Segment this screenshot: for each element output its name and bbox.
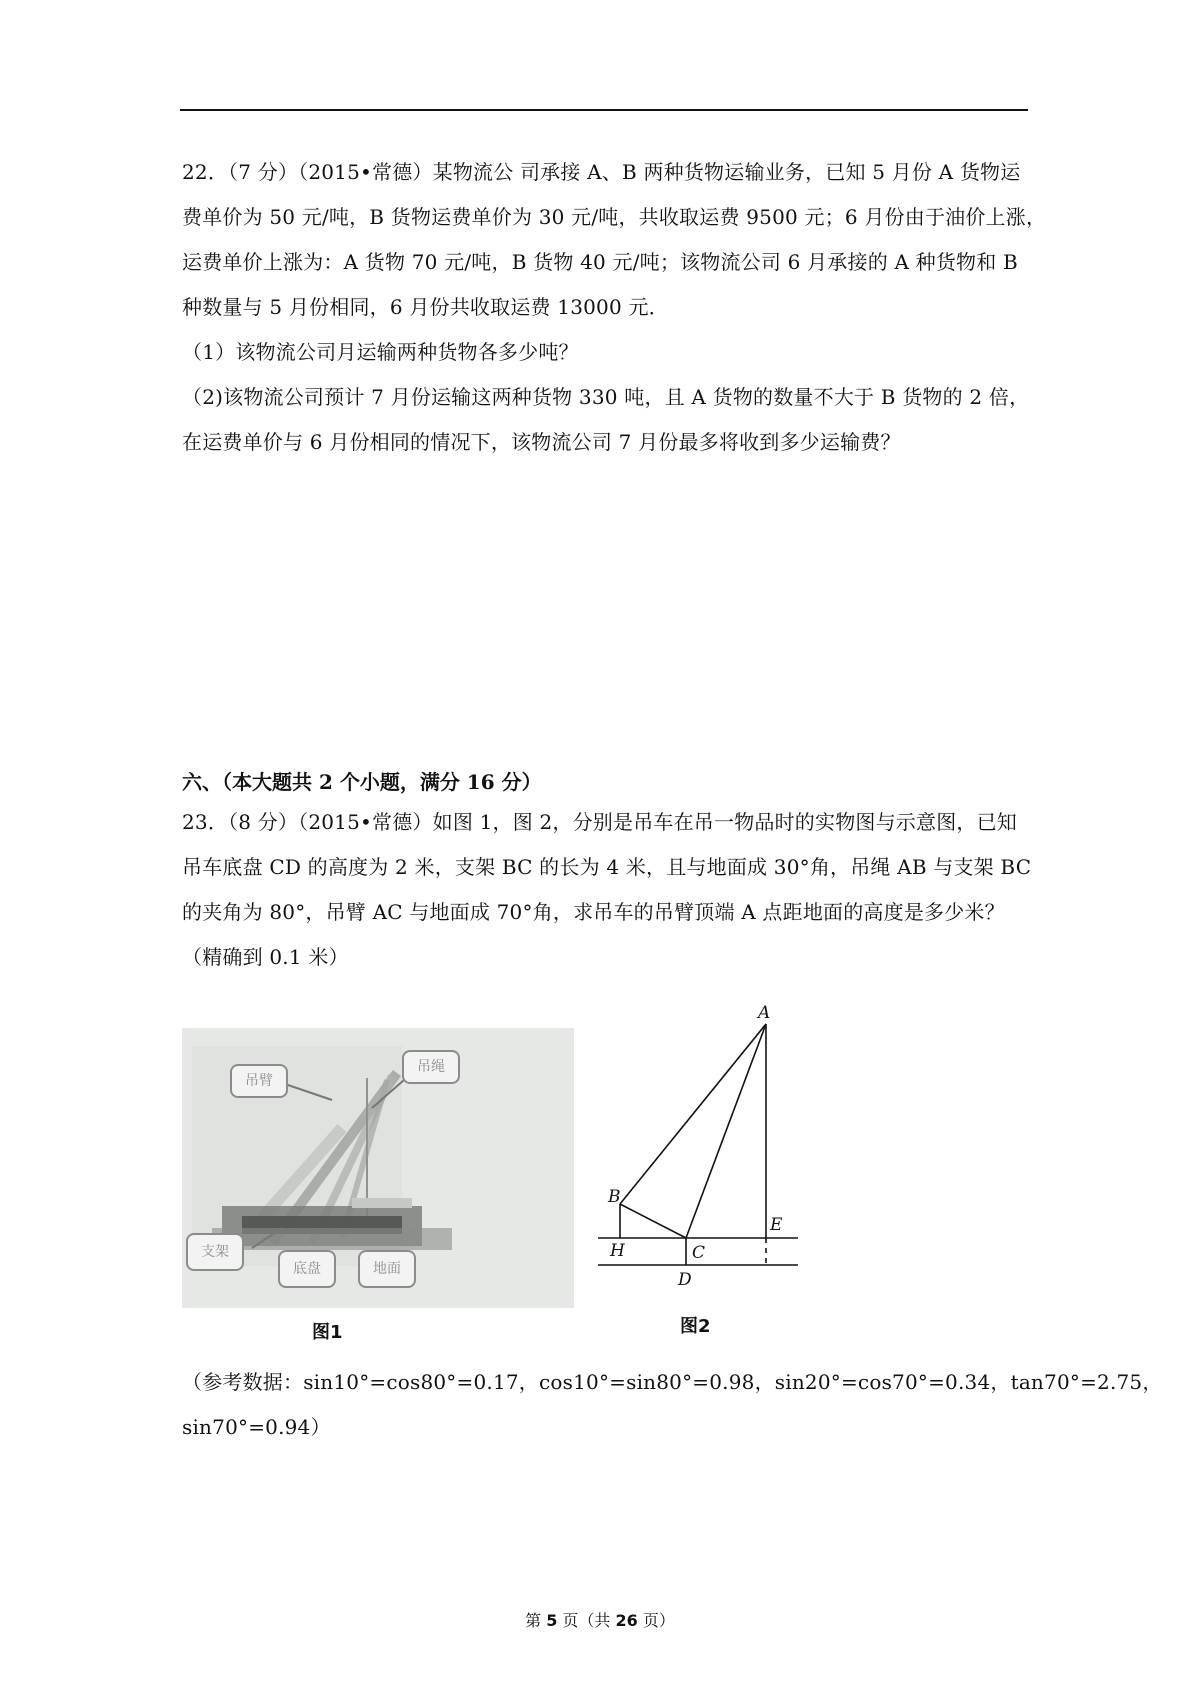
callout-chassis-label: 底盘	[293, 1261, 321, 1277]
reference-data-line: （参考数据：sin10°=cos80°=0.17，cos10°=sin80°=0.98，sin20°=cos70°=0.34，tan70°=2.75，	[182, 1370, 1163, 1394]
reference-data-line: sin70°=0.94）	[182, 1415, 331, 1439]
reference-data	[182, 1360, 1163, 1450]
footer-middle: 页（共	[557, 1611, 616, 1630]
question-22-line: 在运费单价与 6 月份相同的情况下，该物流公司 7 月份最多将收到多少运输费？	[182, 430, 901, 454]
question-22-line: 22．（7 分）（2015•常德）某物流公 司承接 A、B 两种货物运输业务，已知 5 月份 A 货物运	[182, 160, 1021, 184]
question-23-line: 的夹角为 80°，吊臂 AC 与地面成 70°角，求吊车的吊臂顶端 A 点距地面的高度是多少米？	[182, 900, 1005, 924]
callout-boom	[230, 1064, 288, 1098]
footer-suffix: 页）	[637, 1611, 675, 1630]
question-22-line: 种数量与 5 月份相同，6 月份共收取运费 13000 元．	[182, 295, 669, 319]
callout-support-label: 支架	[201, 1244, 229, 1260]
question-22-part-1: （1）该物流公司月运输两种货物各多少吨？	[182, 340, 579, 364]
footer-total-pages: 26	[615, 1611, 638, 1630]
header-rule	[180, 109, 1028, 111]
question-23-line: 23．（8 分）（2015•常德）如图 1，图 2，分别是吊车在吊一物品时的实物图与示意图，已知	[182, 810, 1017, 834]
segment-BC	[620, 1204, 686, 1238]
point-H-label: H	[610, 1241, 625, 1261]
figure-1-photo	[182, 1028, 574, 1308]
footer-prefix: 第	[525, 1611, 547, 1630]
question-22-part-2: （2)该物流公司预计 7 月份运输这两种货物 330 吨，且 A 货物的数量不大于 B 货物的 2 倍，	[182, 385, 1030, 409]
segment-AC	[686, 1024, 766, 1238]
segment-AB	[620, 1024, 766, 1204]
point-E-label: E	[770, 1215, 783, 1235]
callout-rope-label: 吊绳	[417, 1059, 445, 1075]
point-D-label: D	[678, 1270, 692, 1290]
callout-rope	[402, 1050, 460, 1084]
callout-ground-label: 地面	[373, 1261, 401, 1277]
question-22-line: 运费单价上涨为：A 货物 70 元/吨，B 货物 40 元/吨；该物流公司 6 月承接的 A 种货物和 B	[182, 250, 1018, 274]
page-footer	[0, 1608, 1200, 1631]
point-C-label: C	[692, 1243, 706, 1263]
callout-support	[186, 1233, 244, 1271]
callout-chassis	[278, 1250, 336, 1288]
figure-1-caption: 图1	[312, 1322, 343, 1343]
section-title: 六、（本大题共 2 个小题，满分 16 分）	[182, 770, 542, 794]
question-23	[182, 800, 1032, 980]
point-B-label: B	[608, 1187, 621, 1207]
callout-boom-label: 吊臂	[245, 1073, 273, 1089]
question-23-line: 吊车底盘 CD 的高度为 2 米，支架 BC 的长为 4 米，且与地面成 30°角，吊绳 AB 与支架 BC	[182, 855, 1032, 879]
point-A-label: A	[758, 1003, 771, 1023]
footer-page-number: 5	[546, 1611, 558, 1630]
question-22	[182, 150, 1047, 465]
figure-2-diagram	[598, 1002, 808, 1292]
figure-2-caption: 图2	[680, 1316, 711, 1337]
question-23-line: （精确到 0.1 米）	[182, 945, 349, 969]
callout-ground	[358, 1250, 416, 1288]
question-22-line: 费单价为 50 元/吨，B 货物运费单价为 30 元/吨，共收取运费 9500 元；6 月份由于油价上涨，	[182, 205, 1047, 229]
